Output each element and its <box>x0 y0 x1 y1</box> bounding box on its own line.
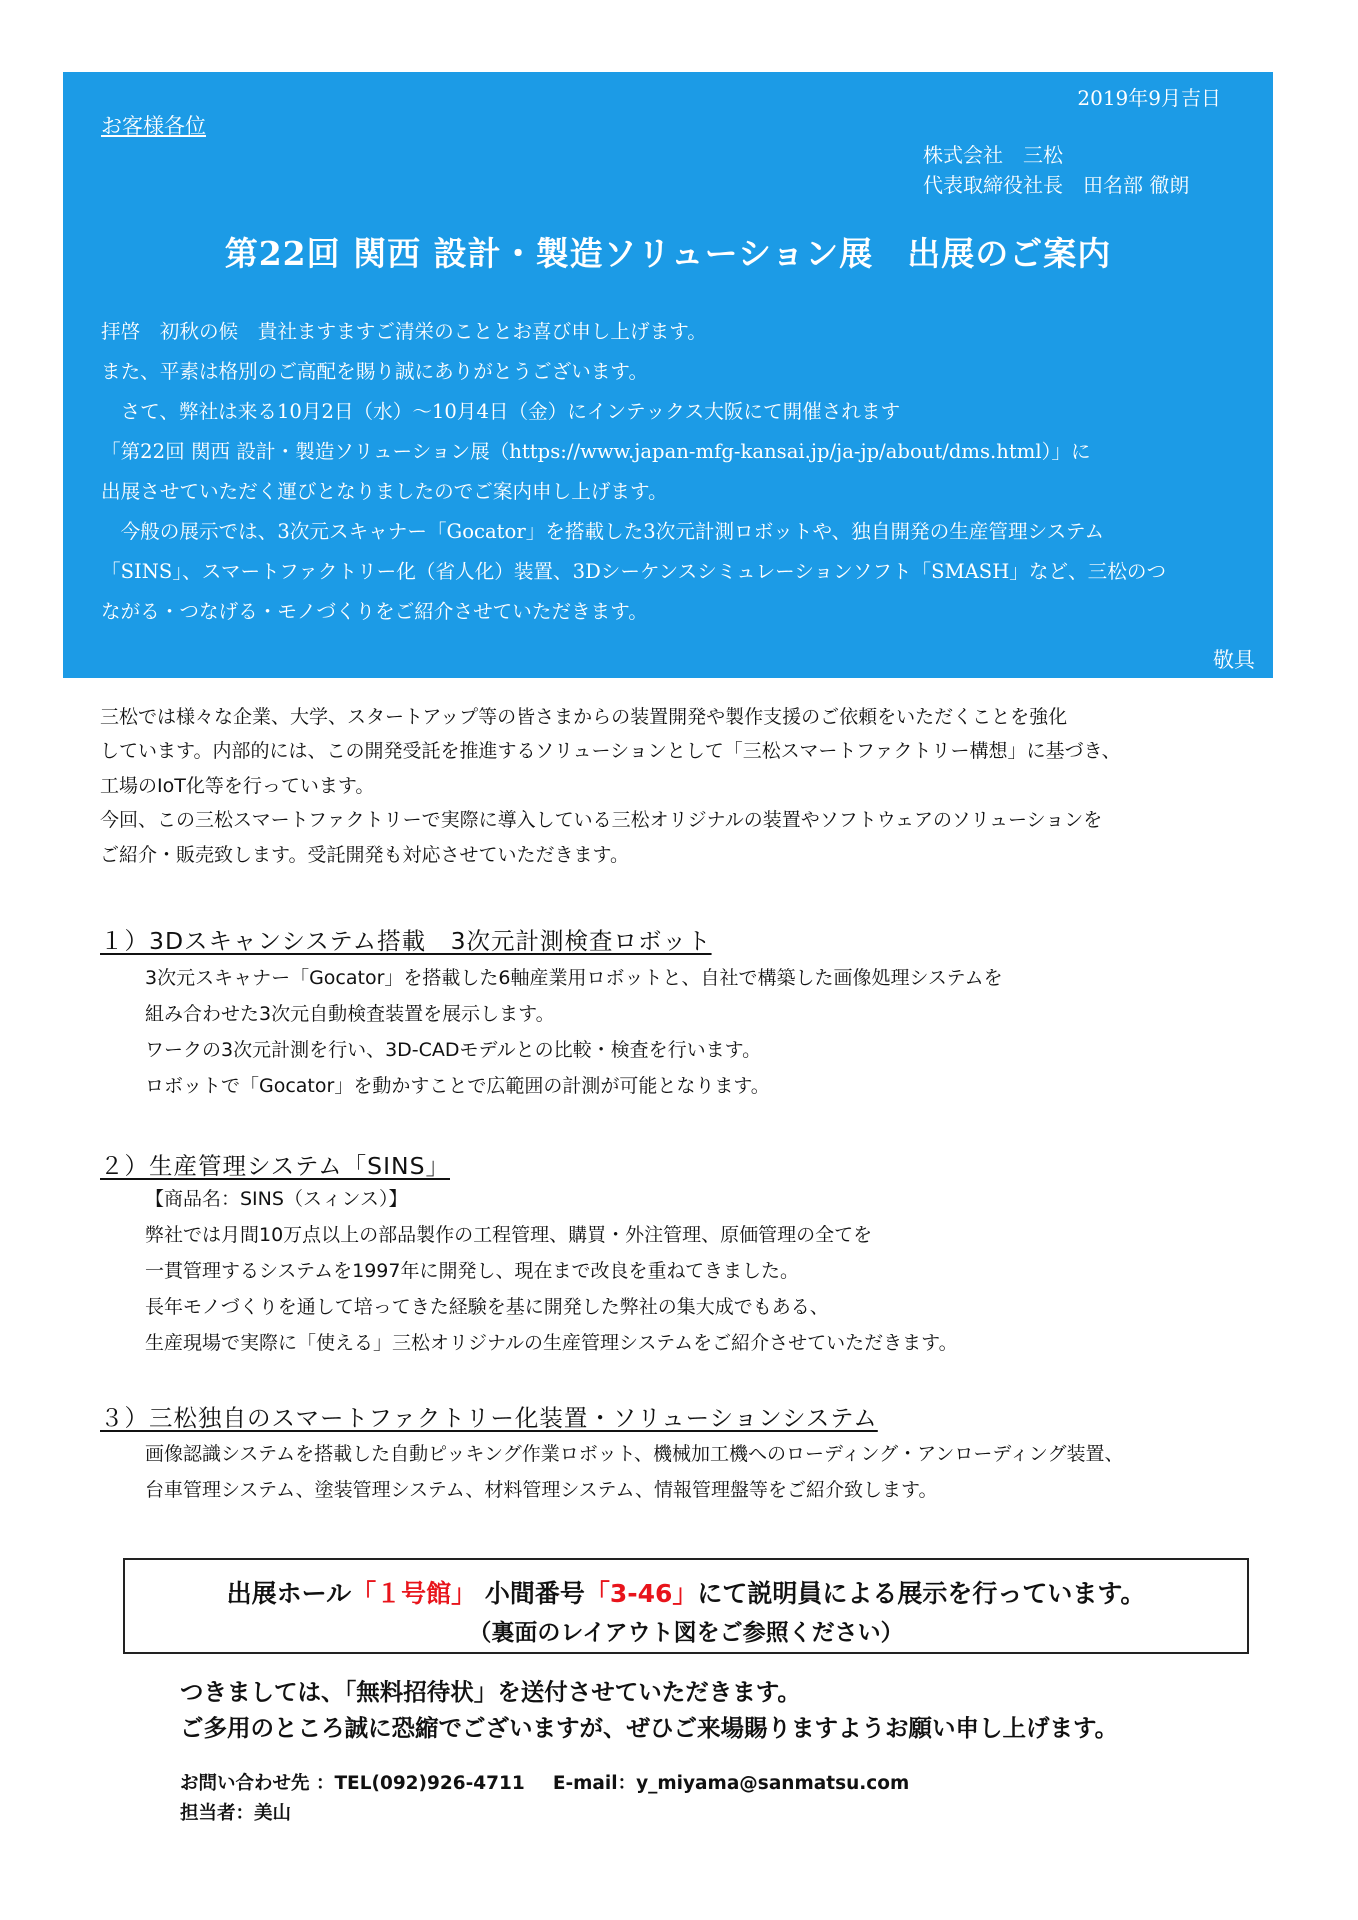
contact-person: 担当者：美山 <box>180 1803 292 1824</box>
greeting-line: 「SINS」、スマートファクトリー化（省人化）装置、3Dシーケンスシミュレーションソフト「SMASH」など、三松のつ <box>101 560 1167 583</box>
sender-company: 株式会社 三松 <box>923 143 1063 167</box>
booth-label: 小間番号 <box>476 1579 585 1608</box>
greeting-line: さて、弊社は来る10月2日（水）～10月4日（金）にインテックス大阪にて開催されます <box>101 400 901 423</box>
section-body-sins <box>145 1181 958 1361</box>
invitation-line: つきましては、「無料招待状」を送付させていただきます。 <box>180 1678 801 1706</box>
section-line: 生産現場で実際に「使える」三松オリジナルの生産管理システムをご紹介させていただきます。 <box>145 1332 958 1354</box>
hall-booth-line <box>125 1574 1247 1610</box>
hall-description: にて説明員による展示を行っています。 <box>697 1579 1146 1608</box>
invitation-notice <box>180 1674 1118 1746</box>
contact-info <box>180 1769 909 1829</box>
contact-email[interactable]: E-mail：y_miyama@sanmatsu.com <box>552 1773 910 1794</box>
section-body-smart-factory <box>145 1436 1124 1508</box>
section-body-3d-robot <box>145 960 1003 1104</box>
intro-line: 三松では様々な企業、大学、スタートアップ等の皆さまからの装置開発や製作支援のご依頼をいただくことを強化 <box>100 706 1068 728</box>
booth-number: 「3-46」 <box>584 1579 698 1608</box>
intro-line: ご紹介・販売致します。受託開発も対応させていただきます。 <box>100 843 629 866</box>
announcement-banner <box>63 72 1273 678</box>
greeting-letter <box>101 312 1261 632</box>
section-line: 弊社では月間10万点以上の部品製作の工程管理、購買・外注管理、原価管理の全てを <box>145 1224 873 1246</box>
intro-line: 工場のIoT化等を行っています。 <box>100 774 375 797</box>
greeting-line: ながる・つなげる・モノづくりをご紹介させていただきます。 <box>101 600 648 623</box>
intro-paragraph <box>100 700 1121 872</box>
greeting-line: 出展させていただく運びとなりましたのでご案内申し上げます。 <box>101 480 668 503</box>
section-heading-smart-factory: ３）三松独自のスマートファクトリー化装置・ソリューションシステム <box>100 1404 878 1432</box>
layout-reference-note: （裏面のレイアウト図をご参照ください） <box>468 1620 904 1646</box>
greeting-line: 「第22回 関西 設計・製造ソリューション展（https://www.japan-mfg-kansai.jp/ja-jp/about/dms.html）」に <box>101 440 1091 463</box>
section-line: ロボットで「Gocator」を動かすことで広範囲の計測が可能となります。 <box>145 1075 770 1097</box>
section-line: 3次元スキャナー「Gocator」を搭載した6軸産業用ロボットと、自社で構築した画像処理システムを <box>145 967 1003 989</box>
section-line: 長年モノづくりを通して培ってきた経験を基に開発した弊社の集大成でもある、 <box>145 1296 829 1318</box>
document-title: 第22回 関西 設計・製造ソリューション展 出展のご案内 <box>224 234 1112 273</box>
contact-tel: お問い合わせ先 ：TEL(092)926-4711 <box>180 1773 525 1794</box>
section-heading-3d-robot: １）3Dスキャンシステム搭載 3次元計測検査ロボット <box>100 927 712 955</box>
section-line: 台車管理システム、塗装管理システム、材料管理システム、情報管理盤等をご紹介致します。 <box>145 1479 938 1501</box>
contact-line <box>180 1769 909 1799</box>
section-line: ワークの3次元計測を行い、3D-CADモデルとの比較・検査を行います。 <box>145 1039 762 1061</box>
section-line: 画像認識システムを搭載した自動ピッキング作業ロボット、機械加工機へのローディング・アンローディング装置、 <box>145 1443 1124 1465</box>
hall-number: 「１号館」 <box>351 1579 477 1608</box>
section-line: 【商品名：SINS（スィンス）】 <box>145 1188 408 1210</box>
hall-label: 出展ホール <box>226 1579 352 1608</box>
intro-line: 今回、この三松スマートファクトリーで実際に導入している三松オリジナルの装置やソフトウェアのソリューションを <box>100 809 1103 832</box>
section-line: 一貫管理するシステムを1997年に開発し、現在まで改良を重ねてきました。 <box>145 1260 799 1282</box>
letter-closing: 敬具 <box>1213 648 1255 672</box>
recipient-salutation: お客様各位 <box>101 114 206 138</box>
section-heading-sins: ２）生産管理システム「SINS」 <box>100 1152 450 1180</box>
sender-ceo: 代表取締役社長 田名部 徹朗 <box>923 173 1190 197</box>
section-line: 組み合わせた3次元自動検査装置を展示します。 <box>145 1003 555 1025</box>
invitation-line: ご多用のところ誠に恐縮でございますが、ぜひご来場賜りますようお願い申し上げます。 <box>180 1714 1119 1742</box>
greeting-line: 拝啓 初秋の候 貴社ますますご清栄のこととお喜び申し上げます。 <box>101 320 707 343</box>
sender-block <box>923 140 1189 200</box>
greeting-line: また、平素は格別のご高配を賜り誠にありがとうございます。 <box>101 360 649 383</box>
issue-date: 2019年9月吉日 <box>1077 86 1221 110</box>
intro-line: しています。内部的には、この開発受託を推進するソリューションとして「三松スマートファクトリー構想」に基づき、 <box>100 740 1121 763</box>
exhibition-hall-box <box>123 1558 1249 1654</box>
greeting-line: 今般の展示では、3次元スキャナー「Gocator」を搭載した3次元計測ロボットや、独自開発の生産管理システム <box>101 520 1105 543</box>
